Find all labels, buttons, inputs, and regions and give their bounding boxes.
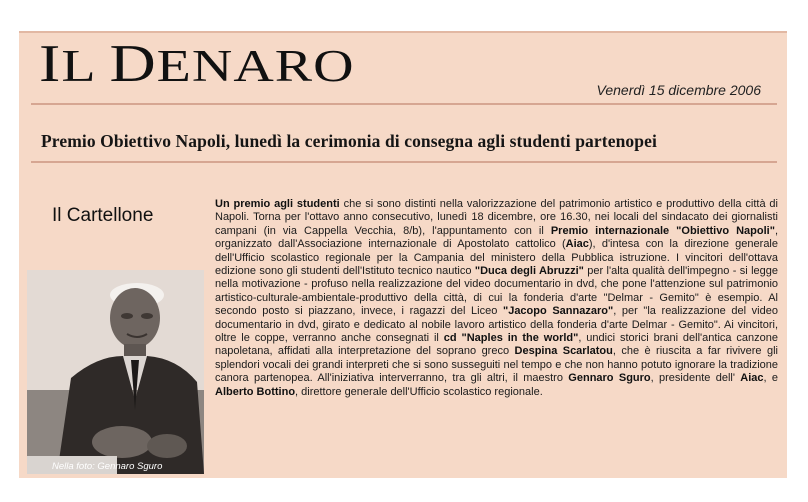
issue-date: Venerdì 15 dicembre 2006 bbox=[596, 82, 761, 98]
article-text: , per "la realizzazione del video documentario in dvd, girato e dedicato al nobile lavoro artistico della fonderia d'arte Delmar - Gemito". Ai vincitori, oltre le coppe, verranno anche consegnati il bbox=[215, 305, 778, 345]
article-bold-text: cd "Naples in the world" bbox=[443, 332, 579, 345]
article-headline: Premio Obiettivo Napoli, lunedì la cerimonia di consegna agli studenti partenopei bbox=[41, 131, 657, 151]
article-text: ), d'intesa con la direzione generale dell'Ufficio scolastico regionale per la Campania del ministero della Pubblica istruzione. I vincitori dell'ottava edizione sono gli studenti dell'Istituto tecnico nautico bbox=[215, 238, 778, 278]
article-text: , che è riuscita a far rivivere gli splendori vocali dei grandi interpreti che si sono susseguiti nel tempo e che non hanno potuto ignorare la tradizione canora partenopea. All'iniziativa interverranno, tra gli altri, il maestro bbox=[215, 345, 778, 385]
photo-caption: Nella foto: Gennaro Sguro bbox=[52, 461, 163, 472]
article-text: per l'alta qualità dell'impegno - si legge nella motivazione - profuso nella realizzazione del video documentario in dvd, che pone l'attenzione sul patrimonio artistico-culturale-ambientale-produttivo della città, di cui la fonderia d'arte "Delmar - Gemito" è esempio. Al secondo posto si piazzano, invece, i ragazzi del Liceo bbox=[215, 265, 778, 318]
article-text: , undici storici brani dell'antica canzone napoletana, affidati alla interpretazione del soprano greco bbox=[215, 332, 778, 358]
article-text: , direttore generale dell'Ufficio scolastico regionale. bbox=[295, 385, 543, 398]
newspaper-masthead bbox=[39, 34, 355, 93]
masthead-text: ENARO bbox=[156, 41, 355, 92]
article-bold-text: "Jacopo Sannazaro" bbox=[502, 305, 614, 318]
section-label: Il Cartellone bbox=[52, 205, 154, 226]
article-text: , presidente dell' bbox=[650, 372, 741, 385]
article-text: , e bbox=[763, 372, 779, 385]
article-bold-text: Despina Scarlatou bbox=[514, 345, 613, 358]
article-bold-text: Aiac bbox=[565, 238, 589, 251]
headline-divider bbox=[31, 161, 777, 163]
article-bold-text: Gennaro Sguro bbox=[568, 372, 651, 385]
article-bold-text: Premio internazionale "Obiettivo Napoli" bbox=[550, 224, 775, 237]
article-bold-text: "Duca degli Abruzzi" bbox=[474, 265, 584, 278]
masthead-text: L bbox=[61, 41, 95, 92]
article-lead: Un premio agli studenti bbox=[215, 198, 340, 210]
top-divider bbox=[31, 103, 777, 105]
article-text: , organizzato dall'Associazione internazionale di Apostolato cattolico ( bbox=[215, 224, 778, 251]
newspaper-clipping bbox=[19, 31, 787, 478]
masthead-initial: I bbox=[39, 34, 62, 93]
portrait-photo bbox=[27, 270, 204, 474]
article-body bbox=[215, 198, 778, 399]
portrait-illustration bbox=[27, 270, 204, 474]
masthead-initial: D bbox=[109, 34, 157, 93]
article-bold-text: Alberto Bottino bbox=[215, 385, 296, 398]
article-bold-text: Aiac bbox=[740, 372, 764, 385]
article-text: che si sono distinti nella valorizzazione del patrimonio artistico e produttivo della città di Napoli. Torna per l'ottavo anno consecutivo, lunedì 18 dicembre, ore 16.30, nei locali del sindacato dei giornalisti campani (in via Cappella Vecchia, 8/b), l'appuntamento con il bbox=[215, 198, 778, 237]
